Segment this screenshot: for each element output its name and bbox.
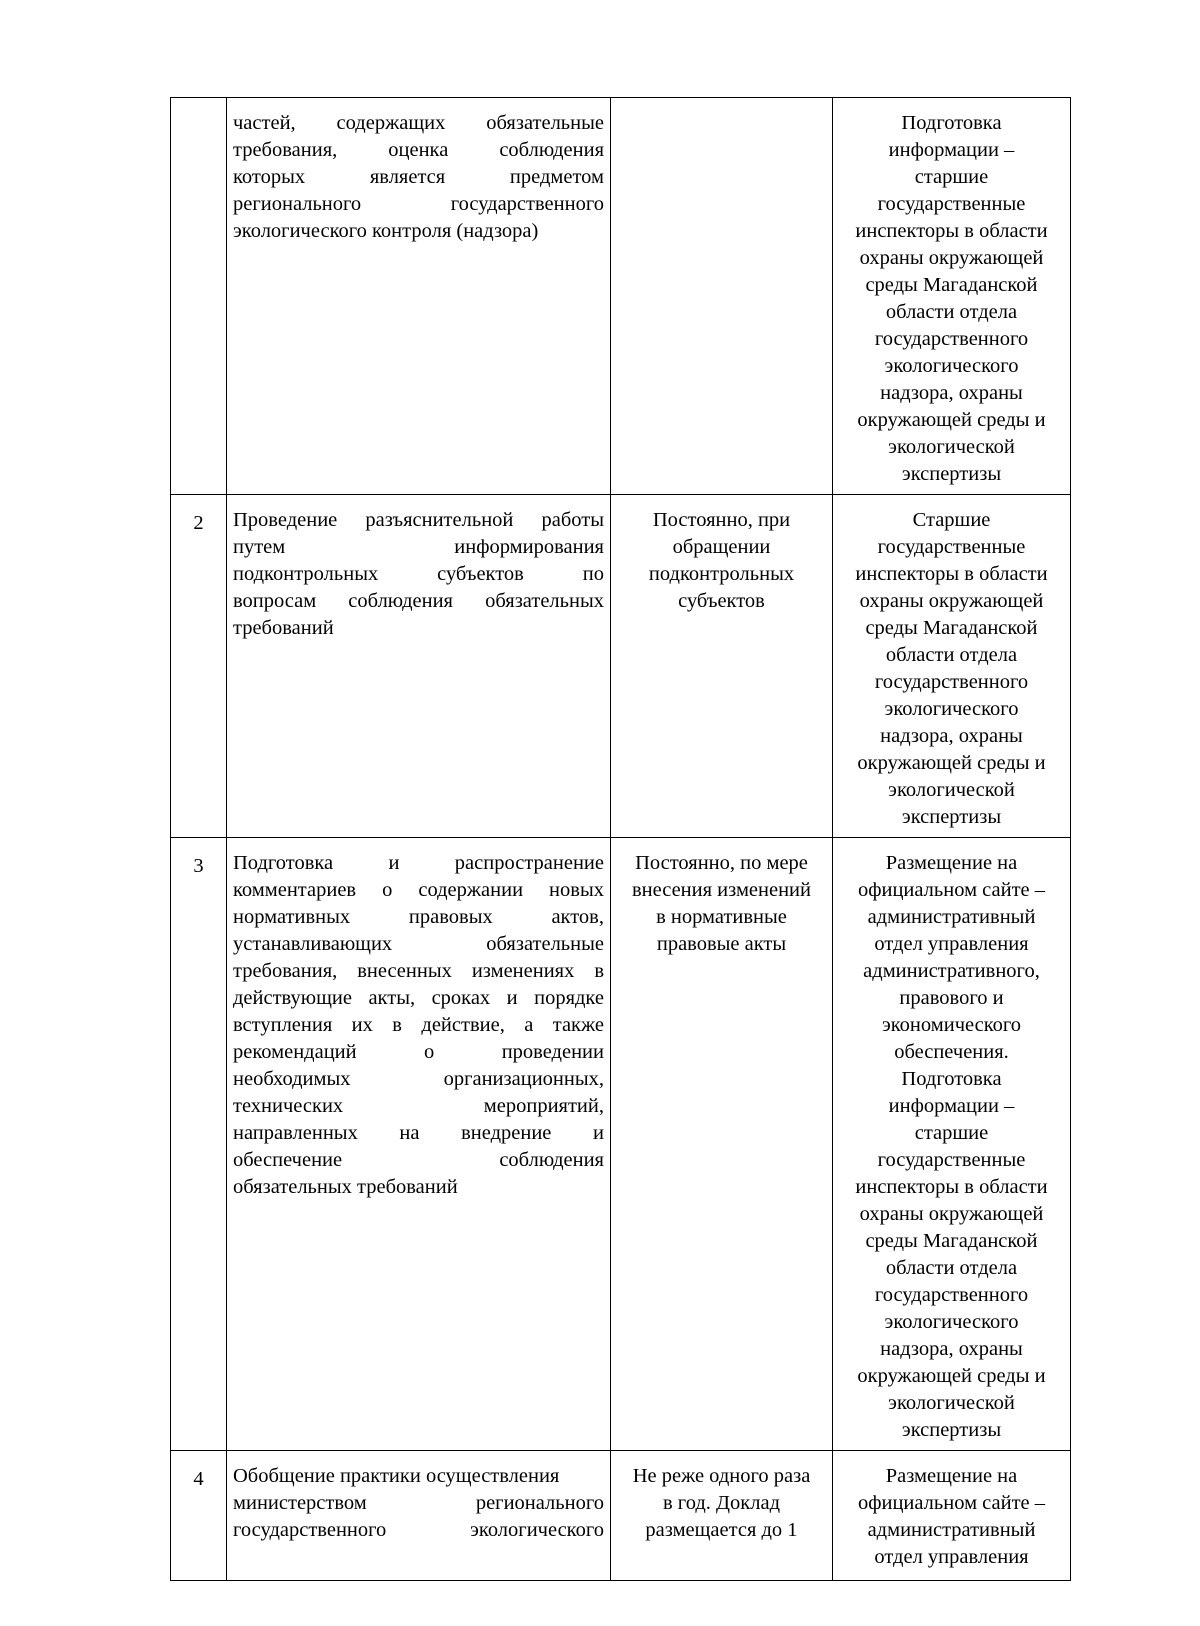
measure-term: Постоянно, при обращении подконтрольных субъектов [611, 495, 833, 838]
table-row [171, 495, 1071, 838]
table-row [171, 838, 1071, 1451]
measures-table [170, 97, 1071, 1581]
measure-responsible: Размещение на официальном сайте – административный отдел управления [833, 1451, 1071, 1581]
measure-term: Не реже одного раза в год. Доклад размещается до 1 [611, 1451, 833, 1581]
measure-description: частей, содержащих обязательные требования, оценка соблюдения которых является предметом регионального государственного экологического контроля (надзора) [227, 98, 611, 495]
table-body [171, 98, 1071, 1581]
measure-term: Постоянно, по мере внесения изменений в нормативные правовые акты [611, 838, 833, 1451]
measure-description: Подготовка и распространение комментариев о содержании новых нормативных правовых актов, устанавливающих обязательные требования, внесенных изменениях в действующие акты, сроках и порядке вступления их в действие, а также рекомендаций о проведении необходимых организационных, технических мероприятий, направленных на внедрение и обеспечение соблюдения обязательных требований [227, 838, 611, 1451]
measure-responsible: Размещение на официальном сайте – административный отдел управления административного, правового и экономического обеспечения. Подготовка информации – старшие государственные инспекторы в области охраны окружающей среды Магаданской области отдела государственного экологического надзора, охраны окружающей среды и экологической экспертизы [833, 838, 1071, 1451]
measure-responsible: Подготовка информации – старшие государственные инспекторы в области охраны окружающей среды Магаданской области отдела государственного экологического надзора, охраны окружающей среды и экологической экспертизы [833, 98, 1071, 495]
measure-responsible: Старшие государственные инспекторы в области охраны окружающей среды Магаданской области отдела государственного экологического надзора, охраны окружающей среды и экологической экспертизы [833, 495, 1071, 838]
row-number: 2 [171, 495, 227, 838]
measure-description: Обобщение практики осуществления министерством регионального государственного экологического [227, 1451, 611, 1581]
measure-description: Проведение разъяснительной работы путем информирования подконтрольных субъектов по вопросам соблюдения обязательных требований [227, 495, 611, 838]
row-number [171, 98, 227, 495]
row-number: 3 [171, 838, 227, 1451]
table-row [171, 98, 1071, 495]
row-number: 4 [171, 1451, 227, 1581]
table-row [171, 1451, 1071, 1581]
measure-term [611, 98, 833, 495]
